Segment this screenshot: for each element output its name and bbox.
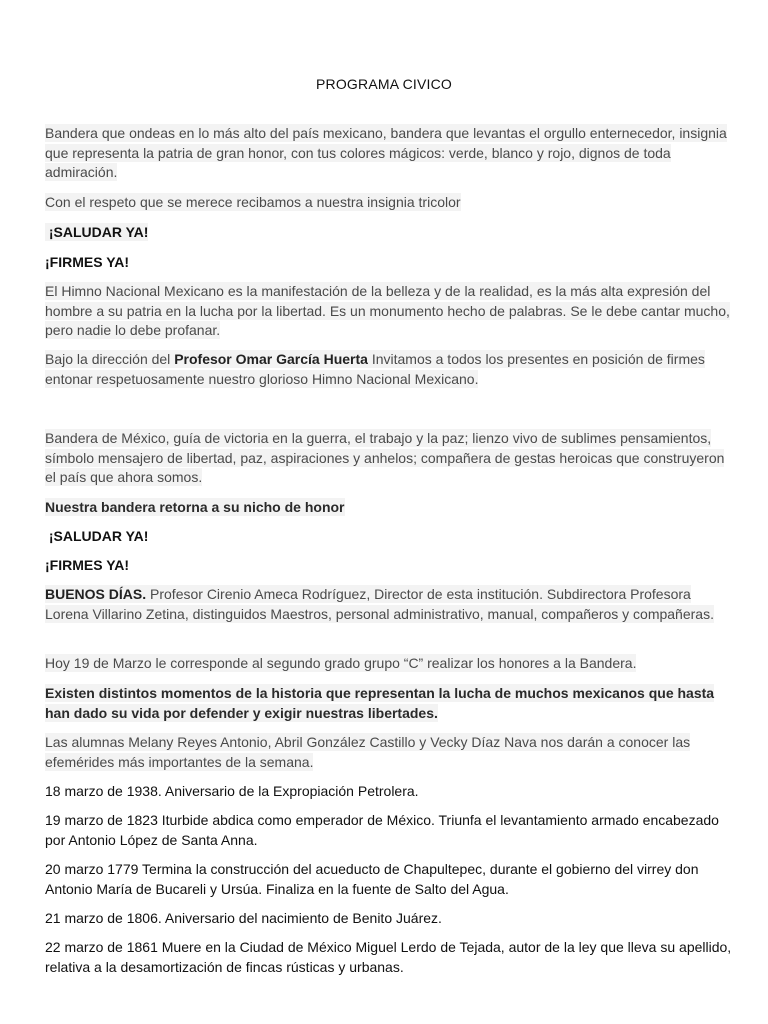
paragraph-alumnas: Las alumnas Melany Reyes Antonio, Abril González Castillo y Vecky Díaz Nava nos darán a conocer las efemérides más importantes de la semana. [45,734,691,770]
paragraph-bandera-intro: Bandera que ondeas en lo más alto del país mexicano, bandera que levantas el orgullo enternecedor, insignia que representa la patria de gran honor, con tus colores mágicos: verde, blanco y rojo, dignos de toda admiración. [45,125,727,180]
command-firmes-1: ¡FIRMES YA! [45,254,130,270]
paragraph-direccion: Bajo la dirección del Profesor Omar García Huerta Invitamos a todos los presentes en posición de firmes entonar respetuosamente nuestro glorioso Himno Nacional Mexicano. [45,351,705,387]
efemeride-21-marzo: 21 marzo de 1806. Aniversario del nacimiento de Benito Juárez. [45,910,442,926]
document-title: PROGRAMA CIVICO [315,76,453,92]
efemeride-18-marzo: 18 marzo de 1938. Aniversario de la Expropiación Petrolera. [45,783,419,799]
paragraph-retorno: Nuestra bandera retorna a su nicho de honor [45,499,345,515]
command-saludar-1: ¡SALUDAR YA! [45,224,149,240]
greeting: BUENOS DÍAS. [45,586,147,602]
paragraph-himno: El Himno Nacional Mexicano es la manifestación de la belleza y de la realidad, es la más alta expresión del hombre a su patria en la lucha por la libertad. Es un monumento hecho de palabras. Se le debe cantar mucho, pero nadie lo debe profanar. [45,283,730,338]
paragraph-bandera-mexico: Bandera de México, guía de victoria en la guerra, el trabajo y la paz; lienzo vivo de sublimes pensamientos, símbolo mensajero de libertad, paz, aspiraciones y anhelos; compañera de gestas heroicas que construyeron el país que ahora somos. [45,430,725,485]
paragraph-buenos-dias: BUENOS DÍAS. Profesor Cirenio Ameca Rodríguez, Director de esta institución. Subdirectora Profesora Lorena Villarino Zetina, distinguidos Maestros, personal administrativo, manual, compañeros y compañeras. [45,586,714,622]
director-name: Profesor Omar García Huerta [174,351,368,367]
paragraph-historia: Existen distintos momentos de la historia que representan la lucha de muchos mexicanos que hasta han dado su vida por defender y exigir nuestras libertades. [45,685,715,721]
efemeride-20-marzo: 20 marzo 1779 Termina la construcción del acueducto de Chapultepec, durante el gobierno del virrey don Antonio María de Bucareli y Ursúa. Finaliza en la fuente de Salto del Agua. [45,861,699,897]
command-firmes-2: ¡FIRMES YA! [45,557,130,573]
paragraph-respeto: Con el respeto que se merece recibamos a nuestra insignia tricolor [45,194,461,210]
command-saludar-2: ¡SALUDAR YA! [45,528,149,544]
paragraph-grupo: Hoy 19 de Marzo le corresponde al segundo grado grupo “C” realizar los honores a la Bandera. [45,655,637,671]
efemeride-22-marzo: 22 marzo de 1861 Muere en la Ciudad de México Miguel Lerdo de Tejada, autor de la ley que lleva su apellido, relativa a la desamortización de fincas rústicas y urbanas. [45,939,732,975]
efemeride-19-marzo: 19 marzo de 1823 Iturbide abdica como emperador de México. Triunfa el levantamiento armado encabezado por Antonio López de Santa Anna. [45,812,719,848]
